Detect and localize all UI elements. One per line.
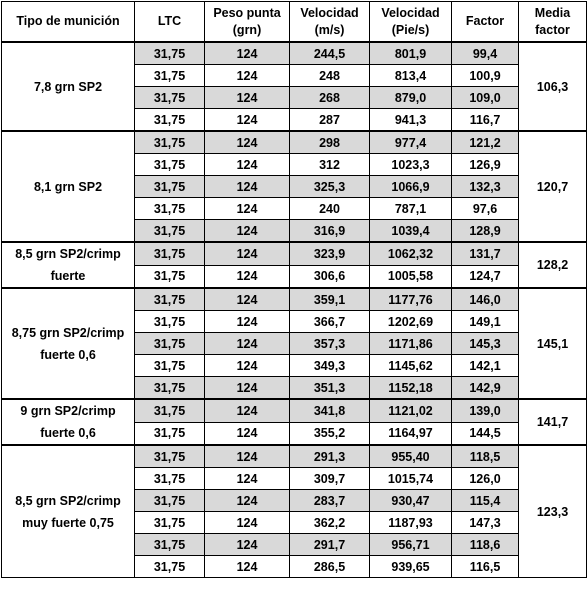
ltc-cell: 31,75 — [135, 333, 205, 355]
header-ltc: LTC — [135, 2, 205, 43]
velocidad-pies-cell: 930,47 — [370, 490, 452, 512]
media-factor-cell: 120,7 — [519, 131, 587, 242]
factor-cell: 118,6 — [452, 534, 519, 556]
peso-punta-cell: 124 — [205, 131, 290, 154]
velocidad-ms-cell: 355,2 — [290, 422, 370, 445]
velocidad-pies-cell: 955,40 — [370, 445, 452, 468]
factor-cell: 116,5 — [452, 556, 519, 578]
ltc-cell: 31,75 — [135, 109, 205, 132]
velocidad-pies-cell: 1005,58 — [370, 265, 452, 288]
velocidad-pies-cell: 1121,02 — [370, 399, 452, 422]
velocidad-ms-cell: 268 — [290, 87, 370, 109]
factor-cell: 147,3 — [452, 512, 519, 534]
velocidad-pies-cell: 1177,76 — [370, 288, 452, 311]
velocidad-pies-cell: 1062,32 — [370, 242, 452, 265]
peso-punta-cell: 124 — [205, 311, 290, 333]
ltc-cell: 31,75 — [135, 311, 205, 333]
ltc-cell: 31,75 — [135, 399, 205, 422]
ltc-cell: 31,75 — [135, 176, 205, 198]
factor-cell: 115,4 — [452, 490, 519, 512]
table-header — [2, 2, 587, 43]
velocidad-ms-cell: 283,7 — [290, 490, 370, 512]
ltc-cell: 31,75 — [135, 288, 205, 311]
peso-punta-cell: 124 — [205, 265, 290, 288]
table-row — [2, 288, 587, 311]
factor-cell: 118,5 — [452, 445, 519, 468]
velocidad-pies-cell: 1187,93 — [370, 512, 452, 534]
peso-punta-cell: 124 — [205, 512, 290, 534]
velocidad-ms-cell: 286,5 — [290, 556, 370, 578]
velocidad-pies-cell: 1066,9 — [370, 176, 452, 198]
velocidad-ms-cell: 309,7 — [290, 468, 370, 490]
factor-cell: 100,9 — [452, 65, 519, 87]
velocidad-pies-cell: 941,3 — [370, 109, 452, 132]
factor-cell: 109,0 — [452, 87, 519, 109]
velocidad-ms-cell: 362,2 — [290, 512, 370, 534]
ltc-cell: 31,75 — [135, 154, 205, 176]
peso-punta-cell: 124 — [205, 42, 290, 65]
ltc-cell: 31,75 — [135, 265, 205, 288]
tipo-municion-cell: 8,5 grn SP2/crimp fuerte — [2, 242, 135, 288]
ltc-cell: 31,75 — [135, 445, 205, 468]
header-peso-punta: Peso punta (grn) — [205, 2, 290, 43]
factor-cell: 128,9 — [452, 220, 519, 243]
velocidad-ms-cell: 357,3 — [290, 333, 370, 355]
velocidad-pies-cell: 1023,3 — [370, 154, 452, 176]
ltc-cell: 31,75 — [135, 87, 205, 109]
media-factor-cell: 123,3 — [519, 445, 587, 578]
peso-punta-cell: 124 — [205, 154, 290, 176]
velocidad-ms-cell: 244,5 — [290, 42, 370, 65]
peso-punta-cell: 124 — [205, 490, 290, 512]
ltc-cell: 31,75 — [135, 490, 205, 512]
velocidad-pies-cell: 1152,18 — [370, 377, 452, 400]
velocidad-ms-cell: 291,3 — [290, 445, 370, 468]
header-velocidad-pies: Velocidad (Pie/s) — [370, 2, 452, 43]
table-row — [2, 399, 587, 422]
velocidad-ms-cell: 306,6 — [290, 265, 370, 288]
ltc-cell: 31,75 — [135, 242, 205, 265]
factor-cell: 97,6 — [452, 198, 519, 220]
velocidad-pies-cell: 956,71 — [370, 534, 452, 556]
table-body — [2, 42, 587, 578]
velocidad-ms-cell: 366,7 — [290, 311, 370, 333]
factor-cell: 131,7 — [452, 242, 519, 265]
peso-punta-cell: 124 — [205, 198, 290, 220]
peso-punta-cell: 124 — [205, 422, 290, 445]
header-row — [2, 2, 587, 43]
ltc-cell: 31,75 — [135, 556, 205, 578]
tipo-municion-cell: 8,75 grn SP2/crimp fuerte 0,6 — [2, 288, 135, 399]
header-velocidad-ms: Velocidad (m/s) — [290, 2, 370, 43]
velocidad-pies-cell: 1202,69 — [370, 311, 452, 333]
table-row — [2, 131, 587, 154]
table-row — [2, 42, 587, 65]
ltc-cell: 31,75 — [135, 220, 205, 243]
peso-punta-cell: 124 — [205, 109, 290, 132]
ltc-cell: 31,75 — [135, 534, 205, 556]
factor-cell: 126,9 — [452, 154, 519, 176]
peso-punta-cell: 124 — [205, 220, 290, 243]
factor-cell: 121,2 — [452, 131, 519, 154]
velocidad-ms-cell: 291,7 — [290, 534, 370, 556]
ltc-cell: 31,75 — [135, 468, 205, 490]
factor-cell: 99,4 — [452, 42, 519, 65]
tipo-municion-cell: 7,8 grn SP2 — [2, 42, 135, 131]
ltc-cell: 31,75 — [135, 512, 205, 534]
header-factor: Factor — [452, 2, 519, 43]
factor-cell: 132,3 — [452, 176, 519, 198]
factor-cell: 144,5 — [452, 422, 519, 445]
velocidad-ms-cell: 287 — [290, 109, 370, 132]
peso-punta-cell: 124 — [205, 534, 290, 556]
factor-cell: 124,7 — [452, 265, 519, 288]
velocidad-pies-cell: 1039,4 — [370, 220, 452, 243]
velocidad-ms-cell: 312 — [290, 154, 370, 176]
velocidad-pies-cell: 801,9 — [370, 42, 452, 65]
factor-cell: 149,1 — [452, 311, 519, 333]
ltc-cell: 31,75 — [135, 377, 205, 400]
ltc-cell: 31,75 — [135, 422, 205, 445]
velocidad-pies-cell: 787,1 — [370, 198, 452, 220]
velocidad-ms-cell: 351,3 — [290, 377, 370, 400]
velocidad-ms-cell: 349,3 — [290, 355, 370, 377]
tipo-municion-cell: 8,5 grn SP2/crimp muy fuerte 0,75 — [2, 445, 135, 578]
peso-punta-cell: 124 — [205, 333, 290, 355]
ltc-cell: 31,75 — [135, 198, 205, 220]
factor-cell: 145,3 — [452, 333, 519, 355]
velocidad-ms-cell: 248 — [290, 65, 370, 87]
velocidad-ms-cell: 298 — [290, 131, 370, 154]
media-factor-cell: 145,1 — [519, 288, 587, 399]
factor-cell: 126,0 — [452, 468, 519, 490]
ltc-cell: 31,75 — [135, 131, 205, 154]
table-row — [2, 445, 587, 468]
factor-cell: 116,7 — [452, 109, 519, 132]
factor-cell: 139,0 — [452, 399, 519, 422]
velocidad-pies-cell: 879,0 — [370, 87, 452, 109]
ltc-cell: 31,75 — [135, 355, 205, 377]
ltc-cell: 31,75 — [135, 42, 205, 65]
ltc-cell: 31,75 — [135, 65, 205, 87]
peso-punta-cell: 124 — [205, 242, 290, 265]
factor-cell: 142,9 — [452, 377, 519, 400]
peso-punta-cell: 124 — [205, 176, 290, 198]
peso-punta-cell: 124 — [205, 445, 290, 468]
velocidad-ms-cell: 341,8 — [290, 399, 370, 422]
velocidad-pies-cell: 1015,74 — [370, 468, 452, 490]
velocidad-pies-cell: 1145,62 — [370, 355, 452, 377]
media-factor-cell: 141,7 — [519, 399, 587, 445]
velocidad-pies-cell: 1171,86 — [370, 333, 452, 355]
peso-punta-cell: 124 — [205, 288, 290, 311]
velocidad-ms-cell: 240 — [290, 198, 370, 220]
header-media-factor: Media factor — [519, 2, 587, 43]
factor-cell: 146,0 — [452, 288, 519, 311]
media-factor-cell: 128,2 — [519, 242, 587, 288]
peso-punta-cell: 124 — [205, 556, 290, 578]
media-factor-cell: 106,3 — [519, 42, 587, 131]
peso-punta-cell: 124 — [205, 87, 290, 109]
velocidad-pies-cell: 977,4 — [370, 131, 452, 154]
peso-punta-cell: 124 — [205, 355, 290, 377]
tipo-municion-cell: 8,1 grn SP2 — [2, 131, 135, 242]
velocidad-pies-cell: 939,65 — [370, 556, 452, 578]
peso-punta-cell: 124 — [205, 468, 290, 490]
factor-cell: 142,1 — [452, 355, 519, 377]
velocidad-pies-cell: 1164,97 — [370, 422, 452, 445]
velocidad-ms-cell: 316,9 — [290, 220, 370, 243]
velocidad-ms-cell: 325,3 — [290, 176, 370, 198]
ammunition-table — [1, 1, 587, 578]
velocidad-ms-cell: 359,1 — [290, 288, 370, 311]
peso-punta-cell: 124 — [205, 399, 290, 422]
velocidad-ms-cell: 323,9 — [290, 242, 370, 265]
table-row — [2, 242, 587, 265]
peso-punta-cell: 124 — [205, 377, 290, 400]
peso-punta-cell: 124 — [205, 65, 290, 87]
header-tipo: Tipo de munición — [2, 2, 135, 43]
velocidad-pies-cell: 813,4 — [370, 65, 452, 87]
tipo-municion-cell: 9 grn SP2/crimp fuerte 0,6 — [2, 399, 135, 445]
